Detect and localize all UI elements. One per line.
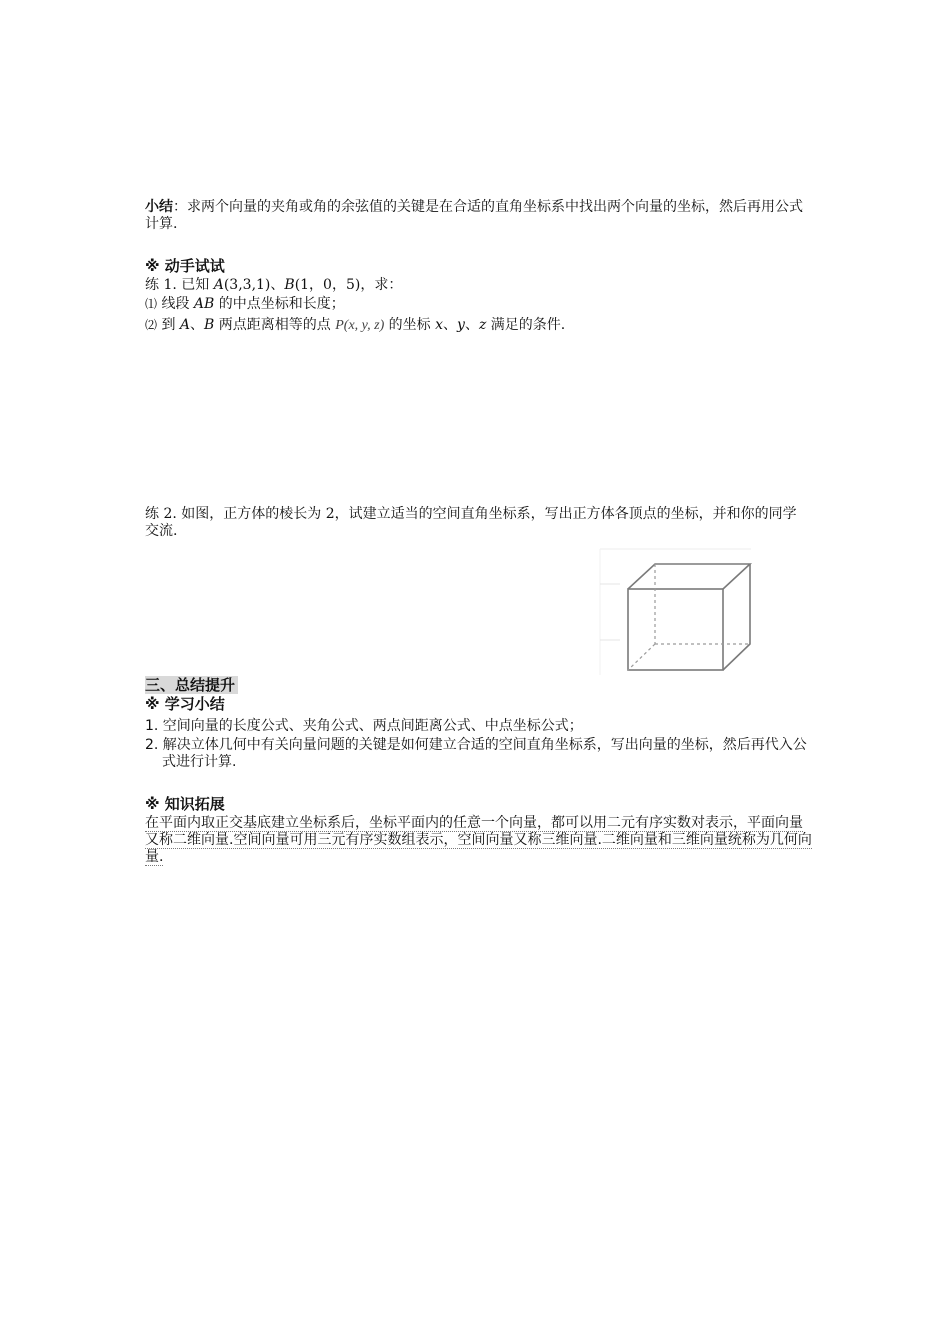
- q1-segment: AB: [193, 296, 215, 312]
- ex1-b-coords: (1，0，5): [294, 277, 361, 293]
- study-summary-heading: ※ 学习小结: [145, 695, 225, 713]
- section-3-heading: [145, 677, 810, 694]
- q2-point-a: A: [179, 317, 191, 333]
- q2-text-b: 两点距离相等的点: [214, 317, 336, 333]
- ex1-prefix: 练 1. 已知: [145, 277, 214, 293]
- q2-var-z: z: [478, 317, 487, 333]
- q2-point-p: P(x, y, z): [335, 318, 385, 333]
- q2-sep-2: 、: [464, 317, 479, 333]
- knowledge-extension-heading: ※ 知识拓展: [145, 795, 225, 813]
- cube-front-face: [628, 589, 723, 670]
- exercise-1-line: [145, 277, 810, 294]
- knowledge-extension-text: [145, 815, 813, 866]
- q1-text-a: 线段: [157, 296, 194, 312]
- ex1-a-coords: (3,3,1): [223, 277, 271, 293]
- summary-text: ：求两个向量的夹角或角的余弦值的关键是在合适的直角坐标系中找出两个向量的坐标，然后再用公式计算.: [145, 199, 803, 232]
- q1-text-b: 的中点坐标和长度；: [214, 296, 345, 312]
- ex1-point-a: A: [213, 277, 224, 293]
- q2-var-y: y: [457, 317, 465, 333]
- summary-label: 小结: [145, 199, 173, 215]
- exercise-2-text: 练 2. 如图，正方体的棱长为 2，试建立适当的空间直角坐标系，写出正方体各顶点的坐标，并和你的同学交流.: [145, 506, 797, 539]
- section-3-title: 三、总结提升: [145, 676, 238, 694]
- list-item: 1. 空间向量的长度公式、夹角公式、两点间距离公式、中点坐标公式；: [145, 718, 583, 734]
- ex1-point-b: B: [284, 277, 295, 293]
- q2-text-c: 的坐标: [384, 317, 436, 333]
- cube-hidden-edge-diagonal: [628, 644, 655, 670]
- exercise-1-q1: [145, 296, 810, 313]
- cube-right-face: [723, 564, 750, 670]
- ex1-suffix: ，求：: [360, 277, 403, 293]
- cube-wireframe-icon: [598, 548, 753, 676]
- cube-top-face: [628, 564, 750, 589]
- q2-number: ⑵: [145, 318, 158, 332]
- q2-sep: 、: [190, 317, 205, 333]
- list-item: 2. 解决立体几何中有关向量问题的关键是如何建立合适的空间直角坐标系，写出向量的坐标，然后再代入公式进行计算.: [145, 737, 807, 770]
- q2-text-a: 到: [157, 317, 180, 333]
- q2-sep-1: 、: [443, 317, 458, 333]
- q2-text-d: 满足的条件.: [486, 317, 566, 333]
- q2-point-b: B: [204, 317, 215, 333]
- practice-heading: ※ 动手试试: [145, 257, 225, 275]
- knowledge-extension-body: 在平面内取正交基底建立坐标系后，坐标平面内的任意一个向量，都可以用二元有序实数对表示，平面向量又称二维向量.空间向量可用三元有序实数组表示，空间向量又称三维向量.二维向量和三维向量统称为几何向量.: [145, 815, 812, 865]
- q1-number: ⑴: [145, 297, 158, 311]
- summary-paragraph: [145, 199, 810, 233]
- study-summary-list: [145, 718, 810, 771]
- ex1-sep: 、: [270, 277, 285, 293]
- q2-var-x: x: [435, 317, 444, 333]
- exercise-1-q2: [145, 317, 810, 334]
